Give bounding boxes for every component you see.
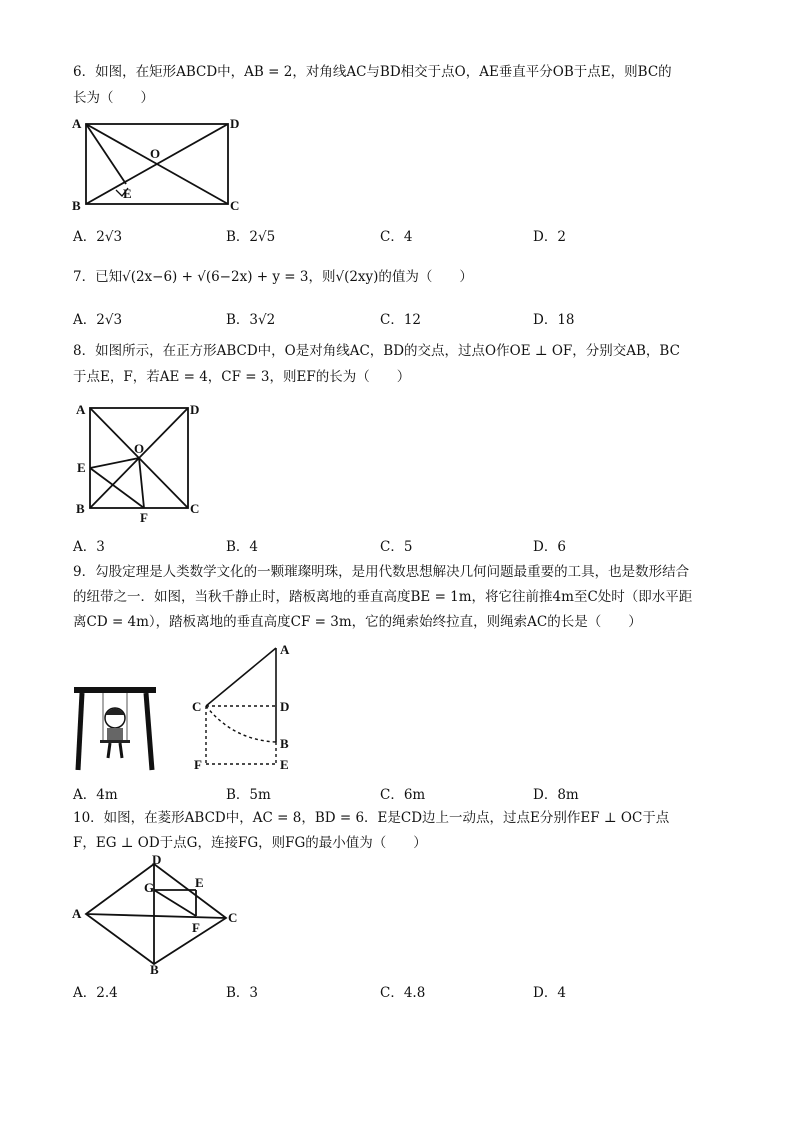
q10-option-c: C．4.8 xyxy=(380,985,426,1001)
q9-option-c: C．6m xyxy=(380,787,426,803)
q6-label-a: A xyxy=(72,116,82,131)
q6-stem-line2: 长为（ ） xyxy=(73,90,154,106)
q9-option-d: D．8m xyxy=(533,787,579,803)
q10-label-f: F xyxy=(192,920,200,935)
q7-option-c: C．12 xyxy=(380,312,422,328)
q6-option-c: C．4 xyxy=(380,229,413,245)
q9-stem-line2: 的纽带之一．如图，当秋千静止时，踏板离地的垂直高度BE = 1m，将它往前推4m至C处时（即水平距 xyxy=(73,589,693,605)
q6-stem-line1: 6．如图，在矩形ABCD中，AB = 2，对角线AC与BD相交于点O，AE垂直平分OB于点E，则BC的 xyxy=(73,64,672,80)
q6-option-d: D．2 xyxy=(533,229,566,245)
q10-label-c: C xyxy=(228,910,238,925)
q10-stem-line1: 10．如图，在菱形ABCD中，AC = 8，BD = 6．E是CD边上一动点，过点E分别作EF ⊥ OC于点 xyxy=(73,810,670,826)
swing-illustration xyxy=(72,684,158,772)
q8-option-d: D．6 xyxy=(533,539,566,555)
q10-label-a: A xyxy=(72,906,82,921)
q6-rectangle-figure xyxy=(70,112,245,214)
q8-label-c: C xyxy=(190,501,200,516)
q10-label-d: D xyxy=(152,854,162,867)
q8-label-d: D xyxy=(190,402,200,417)
q9-label-c: C xyxy=(192,699,202,714)
q10-label-b: B xyxy=(150,962,159,977)
q10-rhombus-figure xyxy=(68,854,243,978)
q10-option-b: B．3 xyxy=(226,985,259,1001)
q6-label-o: O xyxy=(150,146,161,161)
q8-square-figure xyxy=(68,398,208,526)
q9-label-b: B xyxy=(280,736,289,751)
q8-option-c: C．5 xyxy=(380,539,413,555)
q6-option-b: B．2√5 xyxy=(226,229,276,245)
q8-label-e: E xyxy=(77,460,86,475)
q10-option-a: A．2.4 xyxy=(73,985,118,1001)
q8-stem-line2: 于点E，F，若AE = 4，CF = 3，则EF的长为（ ） xyxy=(73,369,411,385)
q6-label-e: E xyxy=(123,186,132,201)
q7-option-a: A．2√3 xyxy=(73,312,123,328)
q8-stem-line1: 8．如图所示，在正方形ABCD中，O是对角线AC，BD的交点，过点O作OE ⊥ OF，分别交AB，BC xyxy=(73,343,680,359)
q9-option-b: B．5m xyxy=(226,787,271,803)
q10-stem-line2: F，EG ⊥ OD于点G，连接FG，则FG的最小值为（ ） xyxy=(73,835,427,851)
q8-option-b: B．4 xyxy=(226,539,259,555)
q9-label-f: F xyxy=(194,757,202,772)
q6-label-d: D xyxy=(230,116,240,131)
q9-label-e: E xyxy=(280,757,289,772)
q6-label-b: B xyxy=(72,198,81,213)
q9-label-a: A xyxy=(280,642,290,657)
q8-label-f: F xyxy=(140,510,148,525)
q9-option-a: A．4m xyxy=(73,787,118,803)
q7-option-d: D．18 xyxy=(533,312,575,328)
q9-label-d: D xyxy=(280,699,290,714)
q8-label-a: A xyxy=(76,402,86,417)
q8-label-b: B xyxy=(76,501,85,516)
q9-swing-diagram xyxy=(188,640,298,772)
q10-label-e: E xyxy=(195,875,204,890)
q9-stem-line3: 离CD = 4m），踏板离地的垂直高度CF = 3m，它的绳索始终拉直，则绳索AC的长是（ ） xyxy=(73,614,642,630)
q10-label-g: G xyxy=(144,880,155,895)
q7-option-b: B．3√2 xyxy=(226,312,276,328)
q8-option-a: A．3 xyxy=(73,539,105,555)
q6-option-a: A．2√3 xyxy=(73,229,123,245)
q6-label-c: C xyxy=(230,198,240,213)
q9-stem-line1: 9．勾股定理是人类数学文化的一颗璀璨明珠，是用代数思想解决几何问题最重要的工具，也是数形结合 xyxy=(73,564,690,580)
q10-option-d: D．4 xyxy=(533,985,566,1001)
q8-label-o: O xyxy=(134,441,145,456)
q7-stem: 7．已知√(2x−6) + √(6−2x) + y = 3，则√(2xy)的值为（ ） xyxy=(73,269,473,285)
